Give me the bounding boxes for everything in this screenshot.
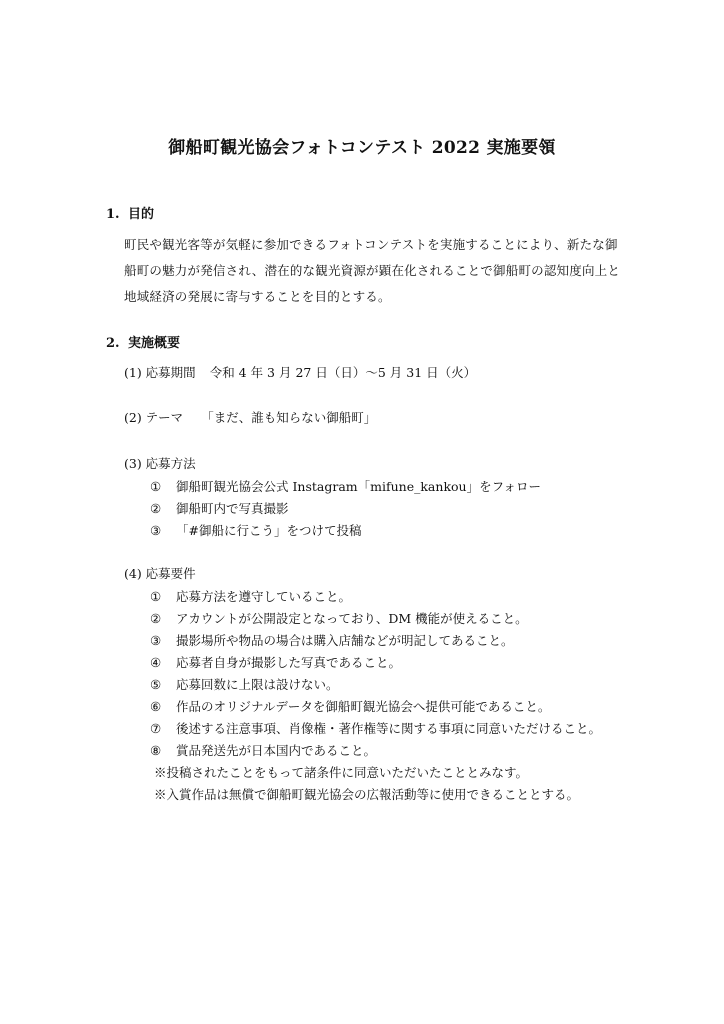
purpose-line-1: 町民や観光客等が気軽に参加できるフォトコンテストを実施することにより、新たな御 [124, 237, 618, 252]
note-usage: ※入賞作品は無償で御船町観光協会の広報活動等に使用できることとする。 [154, 787, 580, 802]
requirement-item: ② アカウントが公開設定となっており、DM 機能が使えること。 [150, 611, 528, 626]
method-item: ① 御船町観光協会公式 Instagram「mifune_kankou」をフォロー [150, 479, 541, 494]
application-period [124, 363, 476, 381]
method-item: ③ 「#御船に行こう」をつけて投稿 [150, 523, 362, 538]
section-1-number: 1. [106, 207, 120, 222]
requirement-item: ① 応募方法を遵守していること。 [150, 589, 352, 604]
note-consent: ※投稿されたことをもって諸条件に同意いただいたこととみなす。 [154, 765, 529, 780]
section-2-number: 2. [106, 336, 120, 351]
requirement-item: ⑤ 応募回数に上限は設けない。 [150, 677, 339, 692]
method-item: ② 御船町内で写真撮影 [150, 501, 289, 516]
requirement-item: ④ 応募者自身が撮影した写真であること。 [150, 655, 402, 670]
requirement-item: ⑧ 賞品発送先が日本国内であること。 [150, 743, 377, 758]
requirement-item: ⑥ 作品のオリジナルデータを御船町観光協会へ提供可能であること。 [150, 699, 551, 714]
theme-label: (2) テーマ [124, 410, 184, 425]
application-period-value: 令和 4 年 3 月 27 日（日）～5 月 31 日（火） [209, 365, 477, 380]
application-period-label: (1) 応募期間 [124, 365, 196, 380]
section-2-title: 実施概要 [128, 336, 181, 351]
document-title: 御船町観光協会フォトコンテスト 2022 実施要領 [168, 138, 556, 158]
requirement-item: ③ 撮影場所や物品の場合は購入店舗などが明記してあること。 [150, 633, 514, 648]
section-1-heading [106, 203, 154, 222]
application-method-label: (3) 応募方法 [124, 456, 196, 471]
requirements-label: (4) 応募要件 [124, 566, 196, 581]
theme-value: 「まだ、誰も知らない御船町」 [201, 410, 377, 425]
theme [124, 408, 376, 426]
purpose-line-2: 船町の魅力が発信され、潜在的な観光資源が顕在化されることで御船町の認知度向上と [124, 263, 621, 278]
requirement-item: ⑦ 後述する注意事項、肖像権・著作権等に関する事項に同意いただけること。 [150, 721, 602, 736]
section-2-heading [106, 332, 180, 351]
section-1-title: 目的 [128, 207, 155, 222]
purpose-line-3: 地域経済の発展に寄与することを目的とする。 [124, 289, 391, 304]
